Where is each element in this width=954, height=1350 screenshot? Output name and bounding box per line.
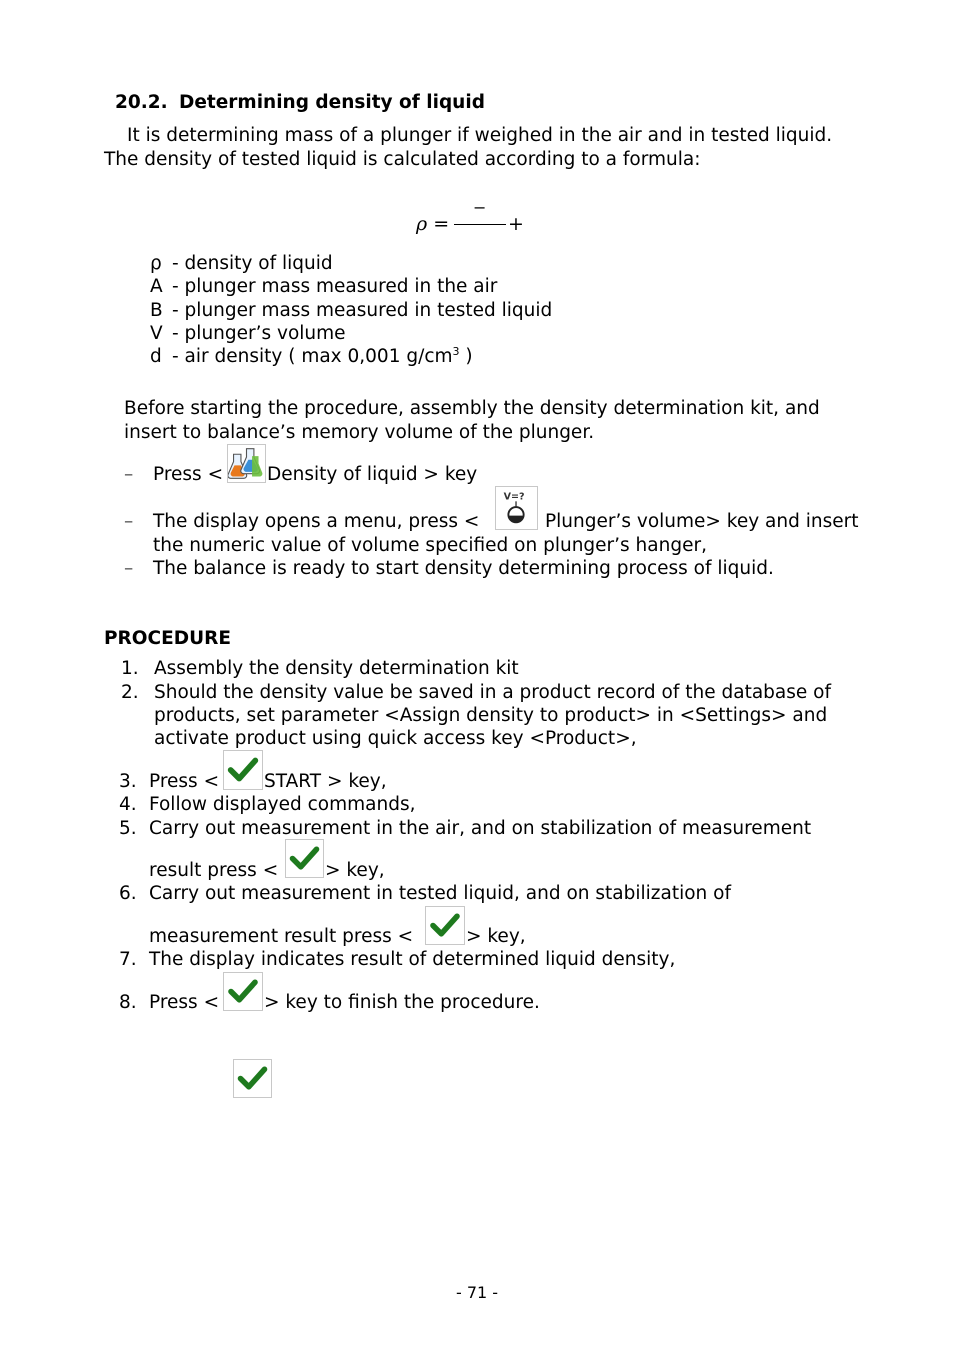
- legend-symbol-rho: ρ: [150, 253, 162, 274]
- procedure-item-6-num: 6.: [119, 883, 137, 904]
- procedure-item-2-text: Should the density value be saved in a product record of the database of: [154, 682, 831, 703]
- legend-text-b: - plunger mass measured in tested liquid: [172, 300, 553, 321]
- procedure-item-5-post: > key,: [325, 860, 385, 881]
- procedure-item-5-pre: result press <: [149, 860, 279, 881]
- standalone-checkmark-icon[interactable]: [233, 1059, 272, 1098]
- section-number: 20.2.: [115, 92, 168, 113]
- procedure-item-6-pre: measurement result press <: [149, 926, 414, 947]
- procedure-item-6-text: Carry out measurement in tested liquid, and on stabilization of: [149, 883, 731, 904]
- procedure-item-7-num: 7.: [119, 949, 137, 970]
- procedure-item-2-line-2: products, set parameter <Assign density to product> in <Settings> and: [154, 705, 828, 726]
- procedure-item-5-num: 5.: [119, 818, 137, 839]
- legend-text-a: - plunger mass measured in the air: [172, 276, 498, 297]
- legend-text-d-tail: ): [459, 346, 473, 367]
- intro-line-2: The density of tested liquid is calculated according to a formula:: [104, 149, 701, 170]
- procedure-item-3-post: START > key,: [264, 771, 387, 792]
- step-2-line-2: the numeric value of volume specified on plunger’s hanger,: [153, 535, 707, 556]
- procedure-item-4-num: 4.: [119, 794, 137, 815]
- legend-symbol-d: d: [150, 346, 162, 367]
- legend-text-d: [172, 345, 473, 369]
- formula-lhs: ρ =: [416, 213, 450, 235]
- before-line-2: insert to balance’s memory volume of the plunger.: [124, 422, 595, 443]
- formula-fraction-bar: [454, 224, 506, 225]
- checkmark-icon-liquid[interactable]: [425, 906, 465, 945]
- legend-text-d-main: - air density ( max 0,001 g/cm: [172, 346, 453, 367]
- step-3-text: The balance is ready to start density determining process of liquid.: [153, 558, 774, 579]
- procedure-item-1-text: Assembly the density determination kit: [154, 658, 519, 679]
- step-2-dash: –: [124, 511, 134, 532]
- procedure-item-3-num: 3.: [119, 771, 137, 792]
- procedure-item-6-post: > key,: [466, 926, 526, 947]
- page-number: - 71 -: [456, 1283, 499, 1302]
- svg-text:V=?: V=?: [503, 491, 525, 503]
- checkmark-icon-air[interactable]: [285, 839, 324, 878]
- procedure-item-7-text: The display indicates result of determined liquid density,: [149, 949, 676, 970]
- plunger-volume-icon[interactable]: [495, 486, 538, 530]
- procedure-item-1-num: 1.: [121, 658, 139, 679]
- formula-plus: +: [508, 213, 524, 235]
- procedure-item-3-pre: Press <: [149, 771, 220, 792]
- procedure-item-4-text: Follow displayed commands,: [149, 794, 416, 815]
- legend-symbol-v: V: [150, 323, 163, 344]
- legend-text-v: - plunger’s volume: [172, 323, 346, 344]
- procedure-heading: PROCEDURE: [104, 628, 232, 649]
- density-of-liquid-icon[interactable]: [227, 444, 266, 483]
- start-checkmark-icon[interactable]: [223, 750, 263, 790]
- legend-text-rho: - density of liquid: [172, 253, 333, 274]
- legend-symbol-b: B: [150, 300, 163, 321]
- procedure-item-8-num: 8.: [119, 992, 137, 1013]
- step-1-text-pre: Press <: [153, 464, 224, 485]
- step-1-text-post: Density of liquid > key: [267, 464, 478, 485]
- step-3-dash: –: [124, 558, 134, 579]
- before-line-1: Before starting the procedure, assembly the density determination kit, and: [124, 398, 820, 419]
- procedure-item-5-text: Carry out measurement in the air, and on stabilization of measurement: [149, 818, 812, 839]
- intro-line-1: It is determining mass of a plunger if weighed in the air and in tested liquid.: [127, 125, 833, 146]
- step-2-text-post: Plunger’s volume> key and insert: [545, 511, 859, 532]
- step-2-text-pre: The display opens a menu, press <: [153, 511, 480, 532]
- procedure-item-2-num: 2.: [121, 682, 139, 703]
- procedure-item-2-line-3: activate product using quick access key <Product>,: [154, 728, 637, 749]
- procedure-item-8-post: > key to finish the procedure.: [264, 992, 540, 1013]
- formula-minus: −: [473, 198, 487, 217]
- legend-text-d-sup: 3: [452, 345, 460, 358]
- procedure-item-8-pre: Press <: [149, 992, 220, 1013]
- checkmark-icon-finish[interactable]: [223, 972, 263, 1011]
- legend-symbol-a: A: [150, 276, 163, 297]
- section-title: Determining density of liquid: [179, 92, 485, 113]
- step-1-dash: –: [124, 464, 134, 485]
